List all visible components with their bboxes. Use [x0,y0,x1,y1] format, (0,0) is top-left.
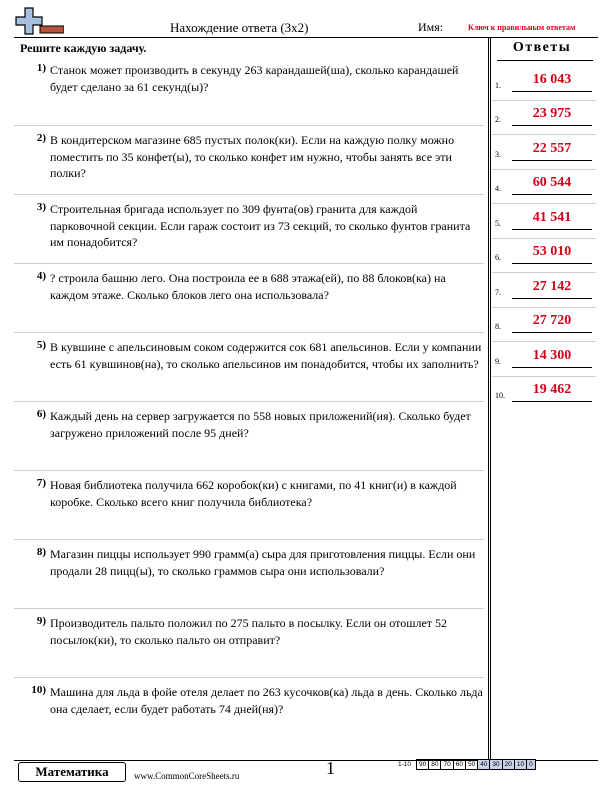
problem-number: 4) [36,270,46,282]
score-table [396,759,536,770]
answer-divider [492,272,596,273]
header-divider [14,37,598,38]
answer-divider [492,203,596,204]
answer-divider [492,341,596,342]
score-range: 1-10 [398,761,412,768]
answer-line [512,91,592,92]
answer-value: 27 142 [532,279,572,294]
problem-text: В кувшине с апельсиновым соком содержится сок 681 апельсинов. Если у компании есть 61 кувшинов(на), то сколько апельсинов им понадобится, чтобы их заполнить? [50,340,482,371]
problem-text: Магазин пиццы использует 990 грамм(а) сыра для приготовления пиццы. Если они продали 28 пицц(ы), то сколько граммов сыра они использовали? [50,547,476,578]
answer-value: 14 300 [532,348,572,363]
problem-number: 3) [36,201,46,213]
problem-divider [14,539,484,540]
answers-title: Ответы [512,40,572,55]
answer-line [512,298,592,299]
page-title: Нахождение ответа (3x2) [170,20,309,35]
page-number: 1 [326,758,335,778]
answer-divider [492,307,596,308]
problem-divider [14,470,484,471]
problem-number: 7) [36,477,46,489]
problem-text: Новая библиотека получила 662 коробок(ки) с книгами, по 41 книг(и) в каждой коробке. Сколько всего книг получила библиотека? [50,478,457,509]
problem-divider [14,332,484,333]
answer-column-border [490,38,491,760]
answer-line [512,194,592,195]
answer-number: 1. [495,81,501,90]
answer-divider [492,169,596,170]
problem-divider [14,677,484,678]
answer-number: 7. [495,288,501,297]
answer-value: 23 975 [532,106,572,121]
answer-value: 19 462 [532,382,572,397]
answer-number: 3. [495,150,501,159]
problem-divider [14,125,484,126]
instructions: Решите каждую задачу. [20,41,147,55]
problem-number: 2) [36,132,46,144]
problem-text: В кондитерском магазине 685 пустых полок(ки). Если на каждую полку можно поместить по 35 конфет(ы), то сколько конфет им нужно, чтобы занять все эти полки? [50,133,455,180]
problem-number: 6) [36,408,46,420]
answer-line [512,125,592,126]
problem-divider [14,194,484,195]
answer-value: 53 010 [532,244,572,259]
problem-text: Машина для льда в фойе отеля делает по 263 кусочков(ка) льда в день. Сколько льда она сделает, если будет работать 74 дней(ня)? [50,685,483,716]
score-cell: 90 [417,760,429,770]
answer-divider [492,376,596,377]
answer-divider [492,134,596,135]
answer-line [512,332,592,333]
answer-value: 22 557 [532,141,572,156]
score-cell: 30 [490,760,502,770]
answer-line [512,263,592,264]
answer-line [512,160,592,161]
problem-text: Производитель пальто положил по 275 пальто в посылку. Если он отошлет 52 посылок(ки), то сколько пальто он отправит? [50,616,448,647]
score-cell: 0 [527,760,536,770]
score-cell: 70 [441,760,453,770]
problem-number: 5) [36,339,46,351]
answer-number: 9. [495,357,501,366]
site-url: www.CommonCoreSheets.ru [134,771,240,781]
problem-divider [14,263,484,264]
answer-number: 8. [495,322,501,331]
problem-number: 9) [36,615,46,627]
problem-number: 10) [31,684,46,696]
answer-column-border [488,38,489,760]
score-cell: 20 [502,760,514,770]
brand-badge: Математика [18,762,126,782]
problem-divider [14,401,484,402]
answer-number: 4. [495,184,501,193]
answer-divider [492,100,596,101]
answer-line [512,367,592,368]
answer-line [512,229,592,230]
problem-text: Станок может производить в секунду 263 карандашей(ша), сколько карандашей будет сделано за 61 секунд(ы)? [50,63,459,94]
answer-number: 2. [495,115,501,124]
problem-text: Каждый день на сервер загружается по 558 новых приложений(ия). Сколько будет загружено приложений после 95 дней? [50,409,471,440]
score-cell: 50 [465,760,477,770]
problem-text: Строительная бригада использует по 309 фунта(ов) гранита для каждой парковочной секции. Если гараж состоит из 73 секций, то сколько фунтов гранита им понадобится? [50,202,471,249]
answer-number: 5. [495,219,501,228]
score-cell: 80 [429,760,441,770]
answer-key-label: Ключ к правильным ответам [468,23,576,32]
answers-title-underline [497,60,593,61]
answer-line [512,401,592,402]
problem-number: 8) [36,546,46,558]
name-label: Имя: [418,20,444,34]
problem-number: 1) [36,62,46,74]
answer-number: 10. [495,391,505,400]
answer-value: 41 541 [532,210,572,225]
answer-value: 27 720 [532,313,572,328]
problem-divider [14,608,484,609]
answer-value: 16 043 [532,72,572,87]
problem-text: ? строила башню лего. Она построила ее в 688 этажа(ей), по 88 блоков(ка) на каждом этаже. Сколько блоков лего она использовала? [50,271,446,302]
answer-value: 60 544 [532,175,572,190]
score-cell: 40 [478,760,490,770]
answer-divider [492,238,596,239]
score-cell: 10 [514,760,526,770]
math-logo-icon [14,6,64,40]
answer-number: 6. [495,253,501,262]
score-cell: 60 [453,760,465,770]
